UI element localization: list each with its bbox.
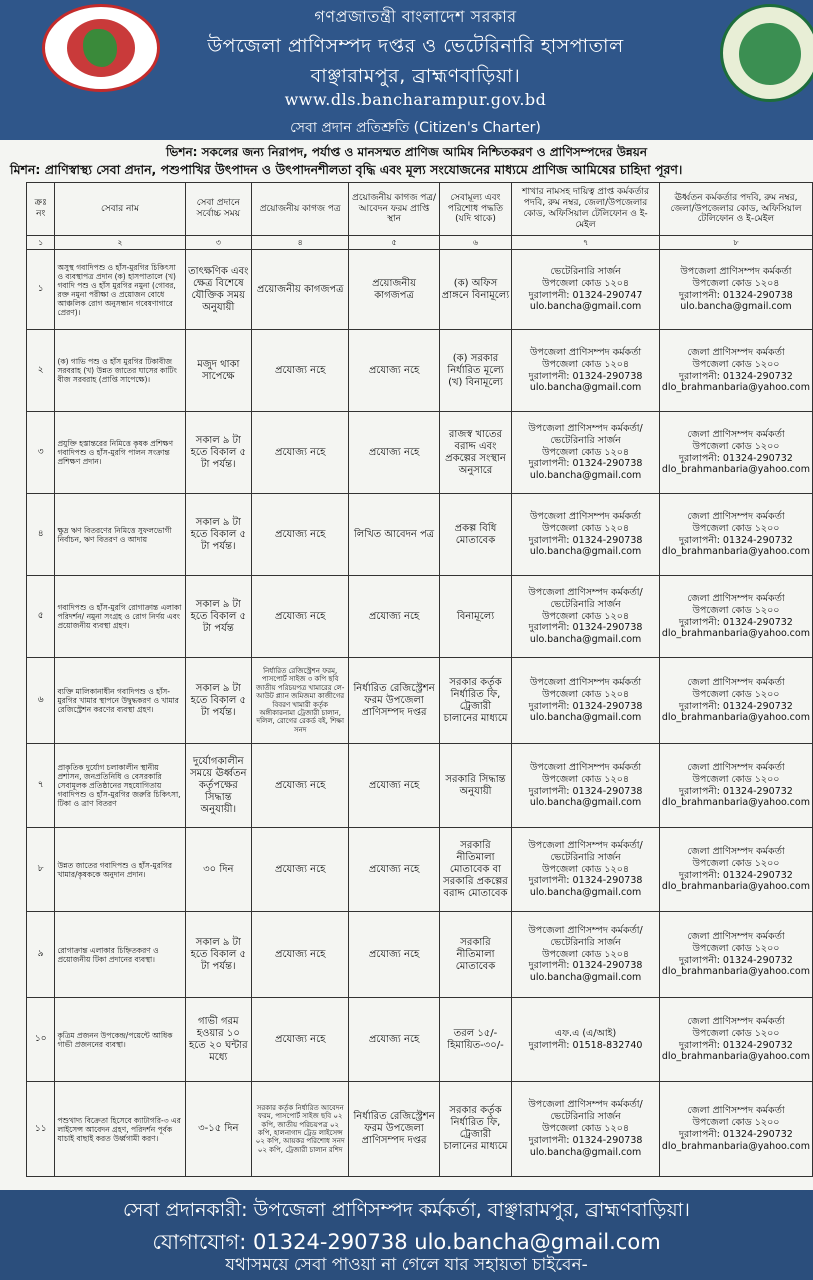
row-documents: প্রযোজ্য নহে bbox=[252, 998, 349, 1082]
officer-contact-line: উপজেলা কোড ১২০৪ bbox=[542, 948, 630, 960]
superior-contact-line: জেলা প্রাণিসম্পদ কর্মকর্তা bbox=[687, 1015, 785, 1027]
row-documents: প্রযোজ্য নহে bbox=[252, 494, 349, 576]
officer-contact-line: ulo.bancha@gmail.com bbox=[529, 972, 642, 984]
row-form-place: প্রযোজ্য নহে bbox=[349, 744, 439, 828]
row-max-time: সকাল ৯ টা হতে বিকাল ৫ টা পর্যন্ত। bbox=[185, 412, 252, 494]
row-officer-contact bbox=[512, 412, 660, 494]
superior-contact-line: ulo.bancha@gmail.com bbox=[680, 301, 792, 313]
row-max-time: মজুদ থাকা সাপেক্ষে bbox=[185, 330, 252, 412]
row-serial: ৯ bbox=[27, 912, 55, 998]
row-serial: ২ bbox=[27, 330, 55, 412]
table-row bbox=[27, 828, 813, 912]
officer-contact-line: উপজেলা কোড ১২০৪ bbox=[542, 610, 630, 622]
officer-contact-line: ulo.bancha@gmail.com bbox=[529, 301, 642, 313]
row-form-place: নির্ধারিত রেজিস্ট্রেশন ফরম উপজেলা প্রাণিসম্পদ দপ্তর bbox=[349, 1082, 439, 1177]
officer-contact-line: ভেটেরিনারি সার্জন bbox=[550, 851, 621, 863]
row-max-time: গাভী গরম হওয়ার ১০ হতে ২০ ঘন্টার মধ্যে bbox=[185, 998, 252, 1082]
superior-contact-line: জেলা প্রাণিসম্পদ কর্মকর্তা bbox=[687, 592, 785, 604]
row-max-time: তাৎক্ষণিক এবং ক্ষেত্র বিশেষে যৌক্তিক সময় অনুযায়ী bbox=[185, 250, 252, 330]
table-row bbox=[27, 744, 813, 828]
header-website: www.dls.bancharampur.gov.bd bbox=[284, 90, 547, 109]
row-officer-contact bbox=[512, 576, 660, 658]
row-form-place: প্রযোজ্য নহে bbox=[349, 412, 439, 494]
officer-contact-line: ulo.bancha@gmail.com bbox=[529, 1146, 642, 1158]
col-number: ৩ bbox=[185, 236, 252, 250]
row-service-name: ব্যক্তি মালিকানাধীন গবাদিপশু ও হাঁস-মুরগির খামার স্থাপনে উদ্বুদ্ধকরণ ও খামার রেজিস্ট্রেশন করণের ব্যবস্থা গ্রহণ। bbox=[55, 658, 185, 744]
officer-contact-line: উপজেলা কোড ১২০৪ bbox=[542, 522, 630, 534]
row-superior-contact bbox=[659, 412, 812, 494]
row-serial: ১১ bbox=[27, 1082, 55, 1177]
row-service-name: উন্নত জাতের গবাদিপশু ও হাঁস-মুরগির খামার/কৃষককে অনুদান প্রদান। bbox=[55, 828, 185, 912]
row-superior-contact bbox=[659, 998, 812, 1082]
row-form-place: প্রযোজ্য নহে bbox=[349, 330, 439, 412]
superior-contact-line: dlo_brahmanbaria@yahoo.com bbox=[661, 464, 810, 476]
row-officer-contact bbox=[512, 658, 660, 744]
mission-statement: মিশন: প্রাণিস্বাস্থ্য সেবা প্রদান, পশুপাখির উৎপাদন ও উৎপাদনশীলতা বৃদ্ধি এবং মূল্য সংযোজনের মাধ্যমে প্রাণিজ আমিষের চাহিদা পূরণ। bbox=[10, 162, 683, 177]
superior-contact-line: উপজেলা কোড ১২০০ bbox=[692, 440, 780, 452]
col-number: ৭ bbox=[512, 236, 660, 250]
officer-contact-line: দুরালাপনী: 01518-832740 bbox=[528, 1039, 643, 1051]
header-fee: সেবামূল্য এবং পরিশোধ পদ্ধতি (যদি থাকে) bbox=[439, 183, 511, 236]
row-fee: সরকার কর্তৃক নির্ধারিত ফি, ট্রেজারী চালানের মাধ্যমে bbox=[439, 658, 511, 744]
header-superior: ঊর্ধ্বতন কর্মকর্তার পদবি, রুম নম্বর, জেলা/উপজেলার কোড, অফিসিয়াল টেলিফোন ও ই-মেইল bbox=[659, 183, 812, 236]
officer-contact-line: ভেটেরিনারি সার্জন bbox=[550, 434, 621, 446]
officer-contact-line: ভেটেরিনারি সার্জন bbox=[550, 1111, 621, 1123]
officer-contact-line: দুরালাপনী: 01324-290738 bbox=[528, 960, 643, 972]
row-service-name: রোগাক্রান্ত এলাকার চিহ্নিতকরণ ও প্রয়োজনীয় টিকা প্রদানের ব্যবস্থা। bbox=[55, 912, 185, 998]
table-header-row bbox=[27, 183, 813, 236]
officer-contact-line: উপজেলা প্রাণিসম্পদ কর্মকর্তা/ bbox=[528, 924, 643, 936]
header bbox=[18, 0, 813, 140]
col-number: ৮ bbox=[659, 236, 812, 250]
officer-contact-line: ulo.bancha@gmail.com bbox=[529, 382, 642, 394]
row-officer-contact bbox=[512, 828, 660, 912]
row-superior-contact bbox=[659, 330, 812, 412]
table-row bbox=[27, 912, 813, 998]
table-row bbox=[27, 412, 813, 494]
row-form-place: প্রযোজ্য নহে bbox=[349, 998, 439, 1082]
row-superior-contact bbox=[659, 828, 812, 912]
superior-contact-line: দুরালাপনী: 01324-290732 bbox=[679, 1129, 793, 1140]
row-officer-contact bbox=[512, 912, 660, 998]
row-fee: রাজস্ব খাতের বরাদ্দ এবং প্রকল্পের সংস্থান অনুসারে bbox=[439, 412, 511, 494]
row-officer-contact bbox=[512, 744, 660, 828]
row-superior-contact bbox=[659, 576, 812, 658]
superior-contact-line: dlo_brahmanbaria@yahoo.com bbox=[661, 966, 810, 978]
table-row bbox=[27, 1082, 813, 1177]
charter-sheet bbox=[0, 140, 813, 1190]
officer-contact-line: দুরালাপনী: 01324-290738 bbox=[528, 875, 643, 887]
column-number-row bbox=[27, 236, 813, 250]
superior-contact-line: দুরালাপনী: 01324-290732 bbox=[679, 370, 793, 382]
officer-contact-line: উপজেলা প্রাণিসম্পদ কর্মকর্তা/ bbox=[528, 839, 643, 851]
row-documents: প্রযোজ্য নহে bbox=[252, 330, 349, 412]
officer-contact-line: ulo.bancha@gmail.com bbox=[529, 712, 642, 724]
superior-contact-line: উপজেলা কোড ১২০০ bbox=[692, 522, 780, 534]
row-max-time: সকাল ৯ টা হতে বিকাল ৫ টা পর্যন্ত bbox=[185, 576, 252, 658]
superior-contact-line: উপজেলা প্রাণিসম্পদ কর্মকর্তা bbox=[680, 265, 792, 277]
superior-contact-line: dlo_brahmanbaria@yahoo.com bbox=[661, 712, 810, 724]
header-officer: শাখার নামসহ দায়িত্ব প্রাপ্ত কর্মকর্তার পদবি, রুম নম্বর, জেলা/উপজেলার কোড, অফিসিয়াল টেলিফোন ও ই-মেইল bbox=[512, 183, 660, 236]
col-number: ৪ bbox=[252, 236, 349, 250]
superior-contact-line: জেলা প্রাণিসম্পদ কর্মকর্তা bbox=[687, 346, 785, 358]
officer-contact-line: দুরালাপনী: 01324-290738 bbox=[528, 1134, 643, 1146]
row-form-place: প্রয়োজনীয় কাগজপত্র bbox=[349, 250, 439, 330]
officer-contact-line: ভেটেরিনারি সার্জন bbox=[550, 265, 621, 277]
superior-contact-line: উপজেলা কোড ১২০০ bbox=[692, 604, 780, 616]
row-serial: ৫ bbox=[27, 576, 55, 658]
row-max-time: সকাল ৯ টা হতে বিকাল ৫ টা পর্যন্ত। bbox=[185, 912, 252, 998]
row-serial: ১০ bbox=[27, 998, 55, 1082]
header-serial: ক্রঃ নং bbox=[27, 183, 55, 236]
row-service-name: প্রযুক্তি হস্তান্তরের নিমিত্তে কৃষক প্রশিক্ষণ গবাদিপশু ও হাঁস-মুরগি পালন সংক্রান্ত প্রশিক্ষণ প্রদান। bbox=[55, 412, 185, 494]
officer-contact-line: দুরালাপনী: 01324-290738 bbox=[528, 700, 643, 712]
superior-contact-line: জেলা প্রাণিসম্পদ কর্মকর্তা bbox=[687, 1105, 785, 1117]
row-documents: প্রযোজ্য নহে bbox=[252, 412, 349, 494]
officer-contact-line: উপজেলা কোড ১২০৪ bbox=[542, 358, 630, 370]
row-form-place: প্রযোজ্য নহে bbox=[349, 828, 439, 912]
row-form-place: নির্ধারিত রেজিস্ট্রেশন ফরম উপজেলা প্রাণিসম্পদ দপ্তর bbox=[349, 658, 439, 744]
row-serial: ৩ bbox=[27, 412, 55, 494]
row-superior-contact bbox=[659, 1082, 812, 1177]
superior-contact-line: dlo_brahmanbaria@yahoo.com bbox=[661, 628, 810, 640]
row-service-name: গবাদিপশু ও হাঁস-মুরগি রোগাক্রান্ত এলাকা পরিদর্শন/ নমুনা সংগ্রহ ও রোগ নির্ণয় এবং প্রয়োজনীয় ব্যবস্থা গ্রহণ। bbox=[55, 576, 185, 658]
officer-contact-line: উপজেলা কোড ১২০৪ bbox=[542, 1123, 630, 1135]
superior-contact-line: দুরালাপনী: 01324-290732 bbox=[679, 700, 793, 712]
row-fee: প্রকল্প বিধি মোতাবেক bbox=[439, 494, 511, 576]
row-max-time: সকাল ৯ টা হতে বিকাল ৫ টা পর্যন্ত। bbox=[185, 658, 252, 744]
row-fee: সরকার কর্তৃক নির্ধারিত ফি, ট্রেজারী চালানের মাধ্যমে bbox=[439, 1082, 511, 1177]
footer-help: যথাসময়ে সেবা পাওয়া না গেলে যার সহায়তা চাইবেন- bbox=[225, 1255, 588, 1275]
row-documents: প্রয়োজনীয় কাগজপত্র bbox=[252, 250, 349, 330]
officer-contact-line: উপজেলা কোড ১২০৪ bbox=[542, 773, 630, 785]
row-form-place: লিখিত আবেদন পত্র bbox=[349, 494, 439, 576]
header-form-place: প্রয়োজনীয় কাগজ পত্র/আবেদন ফরম প্রাপ্তি স্থান bbox=[349, 183, 439, 236]
row-officer-contact bbox=[512, 250, 660, 330]
row-serial: ৪ bbox=[27, 494, 55, 576]
superior-contact-line: জেলা প্রাণিসম্পদ কর্মকর্তা bbox=[687, 676, 785, 688]
header-documents: প্রয়োজনীয় কাগজ পত্র bbox=[252, 183, 349, 236]
col-number: ১ bbox=[27, 236, 55, 250]
row-service-name: প্রাকৃতিক দুর্যোগ চলাকালীন স্থানীয় প্রশাসন, জনপ্রতিনিধি ও বেসরকারি সেবামূলক প্রতিষ্ঠানের সহযোগিতায় গবাদিপশু ও হাঁস-মুরগির জরুরি চিকিৎসা, টিকা ও ত্রাণ বিতরণ bbox=[55, 744, 185, 828]
superior-contact-line: জেলা প্রাণিসম্পদ কর্মকর্তা bbox=[687, 510, 785, 522]
row-service-name: ক্ষুদ্র ঋণ বিতরণের নিমিত্তে সুফলভোগী নির্বাচন, ঋণ বিতরণ ও আদায় bbox=[55, 494, 185, 576]
superior-contact-line: উপজেলা কোড ১২০০ bbox=[692, 1027, 780, 1039]
row-superior-contact bbox=[659, 494, 812, 576]
superior-contact-line: দুরালাপনী: 01324-290732 bbox=[679, 785, 793, 797]
vision-statement: ভিশন: সকলের জন্য নিরাপদ, পর্যাপ্ত ও মানসম্মত প্রাণিজ আমিষ নিশ্চিতকরণ ও প্রাণিসম্পদের উন্নয়ন bbox=[165, 145, 648, 159]
superior-contact-line: dlo_brahmanbaria@yahoo.com bbox=[661, 881, 810, 893]
table-row bbox=[27, 250, 813, 330]
row-serial: ১ bbox=[27, 250, 55, 330]
row-fee: সরকারি নীতিমালা মোতাবেক bbox=[439, 912, 511, 998]
table-row bbox=[27, 576, 813, 658]
col-number: ২ bbox=[55, 236, 185, 250]
officer-contact-line: এফ.এ (এ/আই) bbox=[554, 1027, 617, 1039]
superior-contact-line: দুরালাপনী: 01324-290732 bbox=[679, 954, 793, 966]
superior-contact-line: dlo_brahmanbaria@yahoo.com bbox=[661, 382, 810, 394]
superior-contact-line: দুরালাপনী: 01324-290732 bbox=[679, 452, 793, 464]
officer-contact-line: দুরালাপনী: 01324-290738 bbox=[528, 785, 643, 797]
row-max-time: দুর্যোগকালীন সময়ে ঊর্ধ্বতন কর্তৃপক্ষের সিদ্ধান্ত অনুযায়ী। bbox=[185, 744, 252, 828]
row-documents: সরকার কর্তৃক নির্ধারিত আবেদন ফরম, পাসপোর্ট সাইজ ছবি ০২ কপি, জাতীয় পরিচয়পত্র ০২ কপি, হালনাগাদ ট্রেড লাইসেন্স ০২ কপি, আয়কর পরিশোধ সনদ ০২ কপি, ট্রেজারী চালান রশিদ bbox=[252, 1082, 349, 1177]
row-documents: প্রযোজ্য নহে bbox=[252, 912, 349, 998]
officer-contact-line: উপজেলা প্রাণিসম্পদ কর্মকর্তা bbox=[530, 510, 642, 522]
row-serial: ৭ bbox=[27, 744, 55, 828]
officer-contact-line: উপজেলা প্রাণিসম্পদ কর্মকর্তা bbox=[530, 761, 642, 773]
officer-contact-line: উপজেলা কোড ১২০৪ bbox=[542, 446, 630, 458]
header-max-time: সেবা প্রদানে সর্বোচ্চ সময় bbox=[185, 183, 252, 236]
row-officer-contact bbox=[512, 998, 660, 1082]
officer-contact-line: ulo.bancha@gmail.com bbox=[529, 887, 642, 899]
officer-contact-line: উপজেলা কোড ১২০৪ bbox=[542, 863, 630, 875]
row-documents: নির্ধারিত রেজিস্ট্রেশন ফরম, পাসপোর্ট সাইজ ৩ কপি ছবি জাতীয় পরিচয়পত্র খামারের লে-আউট প্ল্যান জমিজমা কাজীগের বিবরণ খামারী কর্তৃক অঙ্গীকারনামা ট্রেজারী চালান, দলিল, রোগের রেকর্ড বই, শিক্ষা সনদ bbox=[252, 658, 349, 744]
table-row bbox=[27, 998, 813, 1082]
superior-contact-line: উপজেলা কোড ১২০০ bbox=[692, 857, 780, 869]
officer-contact-line: ulo.bancha@gmail.com bbox=[529, 470, 642, 482]
superior-contact-line: দুরালাপনী: 01324-290732 bbox=[679, 616, 793, 628]
row-fee: (ক) সরকার নির্ধারিত মূল্যে (খ) বিনামূল্যে bbox=[439, 330, 511, 412]
officer-contact-line: উপজেলা প্রাণিসম্পদ কর্মকর্তা/ bbox=[528, 422, 643, 434]
superior-contact-line: দুরালাপনী: 01324-290732 bbox=[679, 869, 793, 881]
superior-contact-line: জেলা প্রাণিসম্পদ কর্মকর্তা bbox=[687, 845, 785, 857]
officer-contact-line: উপজেলা কোড ১২০৪ bbox=[542, 688, 630, 700]
row-documents: প্রযোজ্য নহে bbox=[252, 828, 349, 912]
superior-contact-line: জেলা প্রাণিসম্পদ কর্মকর্তা bbox=[687, 428, 785, 440]
row-superior-contact bbox=[659, 658, 812, 744]
row-max-time: ৩০ দিন bbox=[185, 828, 252, 912]
officer-contact-line: উপজেলা প্রাণিসম্পদ কর্মকর্তা bbox=[530, 676, 642, 688]
col-number: ৬ bbox=[439, 236, 511, 250]
officer-contact-line: ভেটেরিনারি সার্জন bbox=[550, 936, 621, 948]
row-form-place: প্রযোজ্য নহে bbox=[349, 912, 439, 998]
row-max-time: ৩-১৫ দিন bbox=[185, 1082, 252, 1177]
officer-contact-line: দুরালাপনী: 01324-290738 bbox=[528, 622, 643, 634]
row-superior-contact bbox=[659, 744, 812, 828]
superior-contact-line: dlo_brahmanbaria@yahoo.com bbox=[661, 797, 810, 809]
superior-contact-line: উপজেলা কোড ১২০০ bbox=[692, 1117, 780, 1129]
row-documents: প্রযোজ্য নহে bbox=[252, 744, 349, 828]
superior-contact-line: উপজেলা কোড ১২০০ bbox=[692, 688, 780, 700]
row-documents: প্রযোজ্য নহে bbox=[252, 576, 349, 658]
superior-contact-line: জেলা প্রাণিসম্পদ কর্মকর্তা bbox=[687, 930, 785, 942]
row-service-name: পশুখাদ্য বিক্রেতা হিসেবে ক্যাটাগরি-৩ এর লাইসেন্স আবেদন গ্রহণ, পরিদর্শন পূর্বক যাচাই বাছাই করত উর্ধ্বগামী করণ। bbox=[55, 1082, 185, 1177]
row-superior-contact bbox=[659, 250, 812, 330]
superior-contact-line: উপজেলা কোড ১২০০ bbox=[692, 773, 780, 785]
header-government: গণপ্রজাতন্ত্রী বাংলাদেশ সরকার bbox=[314, 7, 517, 26]
superior-contact-line: দুরালাপনী: 01324-290732 bbox=[679, 1039, 793, 1051]
row-officer-contact bbox=[512, 330, 660, 412]
officer-contact-line: উপজেলা প্রাণিসম্পদ কর্মকর্তা/ bbox=[528, 1099, 643, 1111]
row-form-place: প্রযোজ্য নহে bbox=[349, 576, 439, 658]
officer-contact-line: উপজেলা কোড ১২০৪ bbox=[542, 277, 630, 289]
superior-contact-line: জেলা প্রাণিসম্পদ কর্মকর্তা bbox=[687, 761, 785, 773]
table-row bbox=[27, 494, 813, 576]
officer-contact-line: দুরালাপনী: 01324-290747 bbox=[528, 289, 643, 301]
superior-contact-line: দুরালাপনী: 01324-290732 bbox=[679, 534, 793, 546]
row-fee: বিনামূল্যে bbox=[439, 576, 511, 658]
row-superior-contact bbox=[659, 912, 812, 998]
footer-contact: যোগাযোগ: 01324-290738 ulo.bancha@gmail.com bbox=[152, 1230, 661, 1254]
row-max-time: সকাল ৯ টা হতে বিকাল ৫ টা পর্যন্ত। bbox=[185, 494, 252, 576]
officer-contact-line: ulo.bancha@gmail.com bbox=[529, 634, 642, 646]
row-fee: সরকারি সিদ্ধান্ত অনুযায়ী bbox=[439, 744, 511, 828]
header-service-name: সেবার নাম bbox=[55, 183, 185, 236]
header-charter-title: সেবা প্রদান প্রতিশ্রুতি (Citizen's Charter) bbox=[290, 120, 541, 136]
header-office: উপজেলা প্রাণিসম্পদ দপ্তর ও ভেটেরিনারি হাসপাতাল bbox=[207, 35, 624, 57]
row-service-name: কৃত্রিম প্রজনন উপকেন্দ্র/পয়েন্টে আধিক গাভী প্রজননের ব্যবস্থা। bbox=[55, 998, 185, 1082]
service-table bbox=[26, 182, 813, 1177]
footer-provider: সেবা প্রদানকারী: উপজেলা প্রাণিসম্পদ কর্মকর্তা, বাঞ্ছারামপুর, ব্রাহ্মণবাড়িয়া। bbox=[123, 1199, 690, 1221]
table-row bbox=[27, 658, 813, 744]
table-row bbox=[27, 330, 813, 412]
row-officer-contact bbox=[512, 494, 660, 576]
superior-contact-line: উপজেলা কোড ১২০৪ bbox=[692, 277, 780, 289]
officer-contact-line: উপজেলা প্রাণিসম্পদ কর্মকর্তা/ bbox=[528, 586, 643, 598]
row-fee: (ক) অফিস প্রাঙ্গনে বিনামূল্যে bbox=[439, 250, 511, 330]
row-fee: তরল ১৫/- হিমায়িত-৩০/- bbox=[439, 998, 511, 1082]
officer-contact-line: ভেটেরিনারি সার্জন bbox=[550, 598, 621, 610]
header-location: বাঞ্ছারামপুর, ব্রাহ্মণবাড়িয়া। bbox=[310, 65, 521, 87]
officer-contact-line: ulo.bancha@gmail.com bbox=[529, 546, 642, 558]
superior-contact-line: dlo_brahmanbaria@yahoo.com bbox=[661, 1140, 810, 1152]
row-serial: ৬ bbox=[27, 658, 55, 744]
officer-contact-line: উপজেলা প্রাণিসম্পদ কর্মকর্তা bbox=[530, 346, 642, 358]
row-service-name: (ক) গাভি পশু ও হাঁস মুরগির টিকাবীজ সরবরাহ (খ) উন্নত জাতের ঘাসের কাটিং বীজ সরবরাহ (প্রাপ্তি সাপেক্ষে)। bbox=[55, 330, 185, 412]
superior-contact-line: উপজেলা কোড ১২০০ bbox=[692, 942, 780, 954]
footer bbox=[0, 1190, 813, 1280]
superior-contact-line: উপজেলা কোড ১২০০ bbox=[692, 358, 780, 370]
row-fee: সরকারি নীতিমালা মোতাবেক বা সরকারি প্রকল্পের বরাদ্দ মোতাবেক bbox=[439, 828, 511, 912]
row-officer-contact bbox=[512, 1082, 660, 1177]
officer-contact-line: দুরালাপনী: 01324-290738 bbox=[528, 370, 643, 382]
officer-contact-line: ulo.bancha@gmail.com bbox=[529, 797, 642, 809]
row-serial: ৮ bbox=[27, 828, 55, 912]
officer-contact-line: দুরালাপনী: 01324-290738 bbox=[528, 458, 643, 470]
superior-contact-line: দুরালাপনী: 01324-290738 bbox=[679, 289, 793, 301]
col-number: ৫ bbox=[349, 236, 439, 250]
superior-contact-line: dlo_brahmanbaria@yahoo.com bbox=[661, 1051, 810, 1063]
superior-contact-line: dlo_brahmanbaria@yahoo.com bbox=[661, 546, 810, 558]
row-service-name: অসুস্থ গবাদিপশু ও হাঁস-মুরগির চিকিৎসা ও ব্যবস্থাপত্র প্রদান (ক) হাসপাতালে (খ) গবাদি পশু ও হাঁস মুরগির নমুনা (গোবর, রক্ত নমুনা পরীক্ষা ও প্রয়োজন বোধে আঞ্চলিক রোগ অনুসন্ধান গবেষণাগারে প্রেরণ)। bbox=[55, 250, 185, 330]
officer-contact-line: দুরালাপনী: 01324-290738 bbox=[528, 534, 643, 546]
